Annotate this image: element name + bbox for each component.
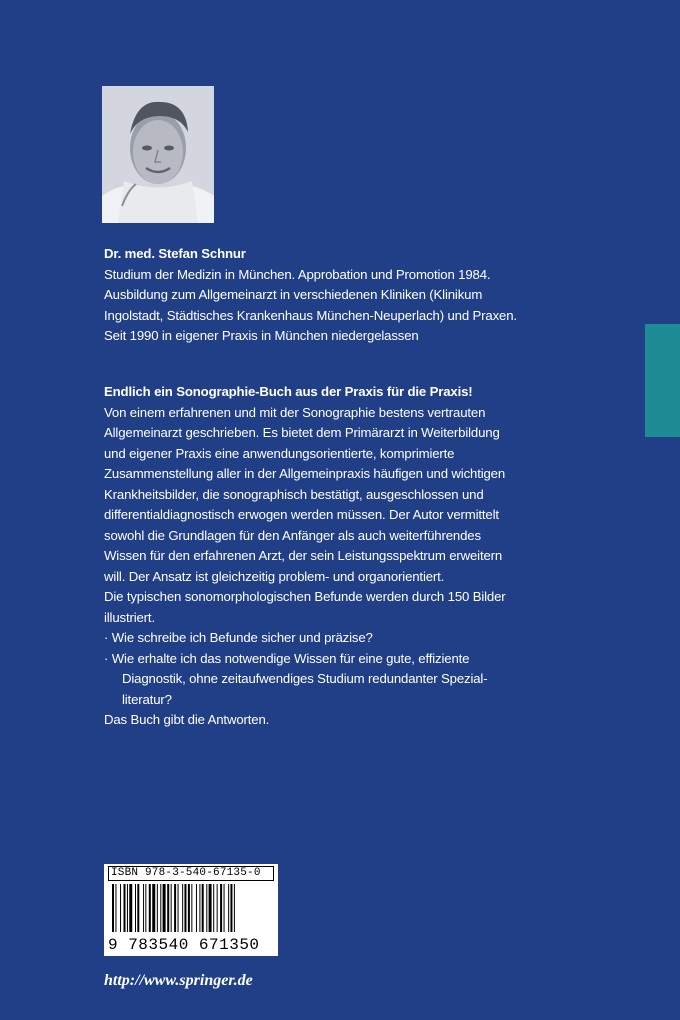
barcode-bar — [171, 884, 172, 932]
description-bullet: · Wie erhalte ich das notwendige Wissen für eine gute, effiziente — [104, 650, 470, 666]
barcode-bar — [213, 884, 214, 932]
isbn-barcode-label — [104, 864, 278, 956]
barcode-bar — [184, 884, 186, 932]
description-bullet-continuation: Diagnostik, ohne zeitaufwendiges Studium redundanter Spezial- — [122, 671, 488, 686]
barcode-bar — [112, 884, 114, 932]
barcode-bar — [220, 884, 222, 932]
description-headline: Endlich ein Sonographie-Buch aus der Praxis für die Praxis! — [104, 384, 473, 399]
barcode-bar — [124, 884, 126, 932]
barcode-bar — [191, 884, 192, 932]
barcode-bar — [234, 884, 235, 932]
barcode-bar — [202, 884, 204, 932]
barcode-bar — [230, 884, 232, 932]
description-line: differentialdiagnostisch erwogen werden müssen. Der Autor vermittelt — [104, 507, 499, 522]
barcode-bar — [188, 884, 190, 932]
author-section — [104, 244, 544, 347]
barcode-bar — [149, 884, 151, 932]
description-line: Allgemeinarzt geschrieben. Es bietet dem Primärarzt in Weiterbildung — [104, 425, 500, 440]
barcode-bar — [224, 884, 225, 932]
description-line: illustriert. — [104, 609, 155, 625]
barcode-bar — [145, 884, 146, 932]
barcode-bar — [178, 884, 179, 932]
barcode-image — [110, 884, 272, 932]
ean-number: 9 783540 671350 — [108, 936, 260, 954]
author-bio-line: Ausbildung zum Allgemeinarzt in verschiedenen Kliniken (Klinikum — [104, 287, 483, 302]
description-line: Krankheitsbilder, die sonographisch bestätigt, ausgeschlossen und — [104, 486, 484, 502]
description-line: Zusammenstellung aller in der Allgemeinpraxis häufigen und wichtigen — [104, 466, 506, 481]
barcode-bar — [120, 884, 121, 932]
barcode-bar — [209, 884, 212, 932]
publisher-url[interactable]: http://www.springer.de — [104, 972, 253, 989]
barcode-bar — [127, 884, 128, 932]
description-line: Die typischen sonomorphologischen Befunde werden durch 150 Bilder — [104, 589, 506, 604]
description-line: will. Der Ansatz ist gleichzeitig problem- und organorientiert. — [104, 568, 445, 584]
author-portrait-image — [102, 86, 214, 223]
barcode-bar — [137, 884, 139, 932]
author-bio-line: Ingolstadt, Städtisches Krankenhaus München-Neuperlach) und Praxen. — [104, 307, 517, 323]
barcode-bar — [129, 884, 132, 932]
description-line: Wissen für den erfahrenen Arzt, der sein Leistungsspektrum erweitern — [104, 548, 503, 563]
barcode-bar — [174, 884, 176, 932]
description-bullet-continuation: literatur? — [122, 691, 172, 707]
description-line: sowohl die Grundlagen für den Anfänger als auch weiterführendes — [104, 527, 481, 543]
barcode-bar — [228, 884, 229, 932]
author-bio-line: Seit 1990 in eigener Praxis in München niedergelassen — [104, 328, 419, 343]
barcode-bar — [163, 884, 166, 932]
barcode-bar — [196, 884, 197, 932]
author-photo — [102, 86, 214, 223]
barcode-bar — [206, 884, 207, 932]
description-line: Von einem erfahrenen und mit der Sonographie bestens vertrauten — [104, 404, 486, 420]
barcode-bar — [199, 884, 200, 932]
barcode-bar — [217, 884, 218, 932]
barcode-bar — [135, 884, 136, 932]
description-bullet: · Wie schreibe ich Befunde sicher und präzise? — [104, 630, 373, 645]
book-description — [104, 382, 544, 731]
description-closing: Das Buch gibt die Antworten. — [104, 712, 270, 727]
barcode-bar — [167, 884, 169, 932]
author-name: Dr. med. Stefan Schnur — [104, 246, 246, 261]
isbn-number: ISBN 978-3-540-67135-0 — [108, 866, 274, 881]
barcode-bar — [157, 884, 158, 932]
barcode-bar — [182, 884, 183, 932]
barcode-bar — [115, 884, 116, 932]
spine-accent-tab — [645, 324, 680, 437]
barcode-bar — [152, 884, 155, 932]
author-bio-line: Studium der Medizin in München. Approbation und Promotion 1984. — [104, 266, 491, 282]
barcode-bar — [160, 884, 161, 932]
description-line: und eigener Praxis eine anwendungsorientierte, komprimierte — [104, 445, 455, 461]
barcode-bar — [143, 884, 144, 932]
